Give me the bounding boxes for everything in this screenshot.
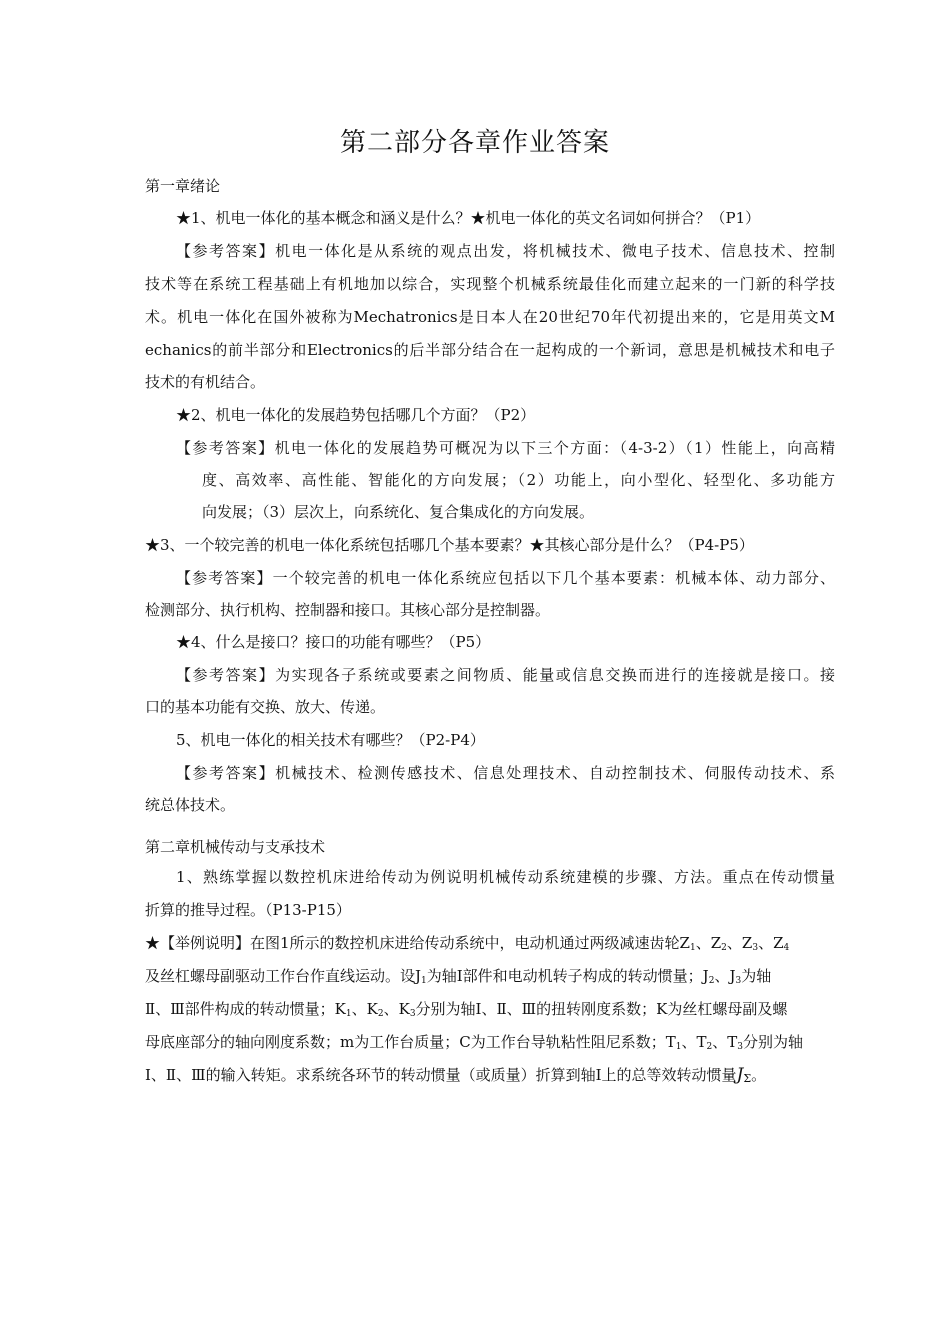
subscript: 1 [689, 943, 696, 953]
chapter-2-heading: 第二章机械传动与支承技术 [145, 838, 326, 856]
answer-1-line: echanics的前半部分和Electronics的后半部分结合在一起构成的一个新词，意思是机械技术和电子 [145, 341, 835, 359]
question-3: ★3、一个较完善的机电一体化系统包括哪几个基本要素？★其核心部分是什么？（P4-P5） [145, 536, 754, 554]
separator: 、 [383, 1000, 399, 1018]
symbol: K [366, 1000, 378, 1018]
answer-1-line: 技术的有机结合。 [145, 373, 266, 391]
separator: 、 [714, 967, 730, 985]
symbol: Z [710, 934, 722, 952]
example-line-2: 及丝杠螺母副驱动工作台作直线运动。设$J_1$为轴Ⅰ部件和电动机转子构成的转动惯量；$J_2$、$J_3$为轴 [145, 967, 772, 986]
example-text: 母底座部分的轴向刚度系数；m为工作台质量；C为工作台导轨粘性阻尼系数；T [145, 1033, 676, 1051]
answer-2-line: 度、高效率、高性能、智能化的方向发展；（2）功能上，向小型化、轻型化、多功能方 [202, 471, 835, 489]
answer-1-line: 【参考答案】机电一体化是从系统的观点出发，将机械技术、微电子技术、信息技术、控制 [176, 242, 835, 260]
question-5: 5、机电一体化的相关技术有哪些？（P2-P4） [176, 731, 485, 749]
separator: 、 [681, 1033, 697, 1051]
symbol: T [727, 1033, 738, 1051]
symbol: T [696, 1033, 707, 1051]
answer-2-line: 向发展；（3）层次上，向系统化、复合集成化的方向发展。 [202, 503, 595, 521]
separator: 、 [351, 1000, 367, 1018]
answer-1-line: 术。机电一体化在国外被称为Mechatronics是日本人在20世纪70年代初提出来的，它是用英文M [145, 308, 835, 326]
example-text: 为轴 [741, 967, 772, 985]
sigma-subscript: Σ [743, 1072, 752, 1085]
answer-5-line: 【参考答案】机械技术、检测传感技术、信息处理技术、自动控制技术、伺服传动技术、系 [176, 764, 835, 782]
question-2: ★2、机电一体化的发展趋势包括哪几个方面？（P2） [176, 406, 536, 424]
separator: 、 [758, 934, 774, 952]
answer-4-line: 口的基本功能有交换、放大、传递。 [145, 698, 386, 716]
subscript: 4 [783, 943, 790, 953]
subscript: 2 [706, 1042, 713, 1052]
example-line-3 [145, 999, 835, 1024]
equivalent-inertia-symbol: J [736, 1065, 744, 1085]
question-1: ★1、机电一体化的基本概念和涵义是什么？★机电一体化的英文名词如何拼合？（P1） [176, 209, 761, 227]
separator: 、 [712, 1033, 728, 1051]
subscript: 3 [752, 943, 759, 953]
symbol: Z [773, 934, 784, 952]
answer-2-line: 【参考答案】机电一体化的发展趋势可概况为以下三个方面：（4-3-2）（1）性能上，向高精 [176, 439, 835, 457]
example-text: 及丝杠螺母副驱动工作台作直线运动。设J [145, 967, 422, 985]
example-line-4 [145, 1032, 835, 1057]
subscript: 3 [735, 976, 742, 986]
subscript: 2 [377, 1009, 384, 1019]
answer-4-line: 【参考答案】为实现各子系统或要素之间物质、能量或信息交换而进行的连接就是接口。接 [176, 666, 835, 684]
subscript: 2 [708, 976, 715, 986]
example-line-1 [145, 933, 835, 958]
chapter-1-heading: 第一章绪论 [145, 177, 221, 195]
page-title: 第二部分各章作业答案 [339, 128, 610, 158]
chapter-2-question-1-line: 1、熟练掌握以数控机床进给传动为例说明机械传动系统建模的步骤、方法。重点在传动惯量 [176, 868, 835, 886]
chapter-2-question-1-line: 折算的推导过程。（P13-P15） [145, 901, 351, 919]
question-4: ★4、什么是接口？接口的功能有哪些？（P5） [176, 633, 491, 651]
subscript: 1 [345, 1009, 352, 1019]
answer-1-line: 技术等在系统工程基础上有机地加以综合，实现整个机械系统最佳化而建立起来的一门新的科学技 [145, 275, 835, 293]
subscript: 1 [421, 976, 427, 986]
symbol: K [398, 1000, 410, 1018]
example-text: Ⅰ、Ⅱ、Ⅲ的输入转矩。求系统各环节的转动惯量（或质量）折算到轴Ⅰ上的总等效转动惯量 [145, 1066, 737, 1084]
period: 。 [751, 1066, 767, 1084]
answer-3-line: 【参考答案】一个较完善的机电一体化系统应包括以下几个基本要素：机械本体、动力部分、 [176, 569, 835, 587]
example-text: 分别为轴Ⅰ、Ⅱ、Ⅲ的扭转刚度系数；K为丝杠螺母副及螺 [415, 1000, 788, 1018]
symbol: Z [741, 934, 753, 952]
answer-5-line: 统总体技术。 [145, 796, 236, 814]
separator: 、 [726, 934, 742, 952]
subscript: 2 [721, 943, 727, 953]
example-text: Ⅱ、Ⅲ部件构成的转动惯量；K [145, 1000, 346, 1018]
example-text: 分别为轴 [742, 1033, 803, 1051]
subscript: 1 [675, 1042, 682, 1052]
separator: 、 [695, 934, 711, 952]
example-line-5 [145, 1065, 835, 1089]
example-text: 为轴Ⅰ部件和电动机转子构成的转动惯量；J [426, 967, 709, 985]
example-text: ★【举例说明】在图1所示的数控机床进给传动系统中，电动机通过两级减速齿轮Z [145, 934, 690, 952]
subscript: 3 [409, 1009, 416, 1019]
answer-3-line: 检测部分、执行机构、控制器和接口。其核心部分是控制器。 [145, 601, 551, 619]
subscript: 3 [737, 1042, 743, 1052]
